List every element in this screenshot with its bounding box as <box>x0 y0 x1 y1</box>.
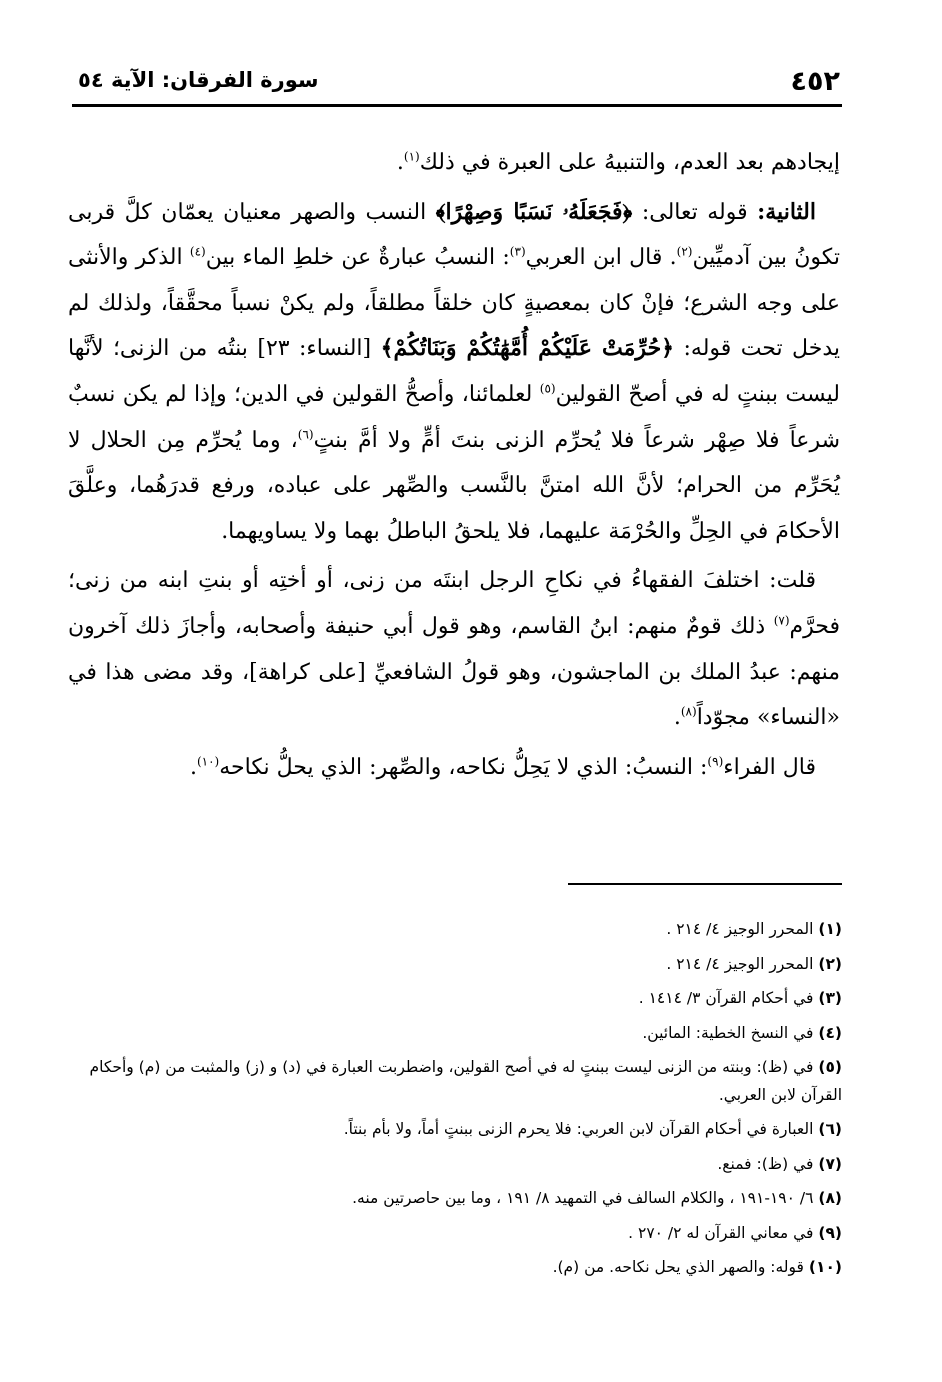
footnote-number: (٥) <box>818 1058 842 1076</box>
footnote-8 <box>68 1181 842 1216</box>
text: . <box>189 754 197 780</box>
footnote-ref-2[interactable]: (٢) <box>676 244 693 259</box>
footnote-ref-5[interactable]: (٥) <box>539 381 556 396</box>
text: . قال ابن العربي <box>525 245 677 271</box>
footnote-10 <box>68 1250 842 1285</box>
footnote-number: (١٠) <box>808 1258 842 1276</box>
text: : النسبُ: الذي لا يَحِلُّ نكاحه، والصِّهر: الذي يحلُّ نكاحه <box>219 754 708 780</box>
text: . <box>396 150 404 175</box>
footnote-ref-9[interactable]: (٩) <box>707 754 724 769</box>
text: قلت: اختلفَ الفقهاءُ في نكاحِ الرجل ابنتَه من زنى، أو أختِه أو بنتِ ابنه من زنى؛ فحرَّم <box>68 568 840 639</box>
footnote-5 <box>68 1050 842 1112</box>
footnote-text: ٦/ ١٩٠-١٩١ ، والكلام السالف في التمهيد ٨/ ١٩١ ، وما بين حاصرتين منه. <box>352 1189 814 1207</box>
main-text <box>68 140 840 790</box>
footnote-text: في (ظ): فمنع. <box>717 1154 814 1173</box>
paragraph-1 <box>68 140 840 186</box>
text: قال الفراء <box>723 754 816 780</box>
footnote-text: المحرر الوجيز ٤/ ٢١٤ . <box>666 954 814 973</box>
footnote-text: العبارة في أحكام القرآن لابن العربي: فلا يحرم الزنى ببنتٍ أماً، ولا بأم بنتاً. <box>343 1120 814 1138</box>
footnote-number: (١) <box>818 920 842 938</box>
page-number: ٤٥٢ <box>790 66 840 97</box>
quran-quote: ﴿حُرِّمَتْ عَلَيْكُمْ أُمَّهَٰتُكُمْ وَبَنَاتُكُمْ﴾ <box>380 335 675 362</box>
footnote-ref-7[interactable]: (٧) <box>773 613 790 628</box>
footnote-text: المحرر الوجيز ٤/ ٢١٤ . <box>666 920 814 938</box>
text: لعلمائنا، وأصحُّ القولين في الدين؛ وإذا لم يكن نسبٌ شرعاً فلا صِهْر شرعاً فلا يُحرِّم الزنى بنتَ أمٍّ ولا أمَّ بنتٍ <box>68 381 841 453</box>
footnote-separator <box>568 883 842 885</box>
text: ذلك قومٌ منهم: ابنُ القاسم، وهو قول أبي حنيفة وأصحابه، وأجازَ ذلك آخرون منهم: عبدُ الملك بن الماجشون، وهو قولُ الشافعيِّ [على كراهة]، وقد مضى هذا في «النساء» مجوّداً <box>68 613 840 731</box>
header-rule <box>72 104 842 107</box>
footnotes <box>68 912 842 1285</box>
footnote-text: في معاني القرآن له ٢/ ٢٧٠ . <box>628 1223 814 1242</box>
footnote-ref-6[interactable]: (٦) <box>297 427 314 442</box>
quran-quote: ﴿فَجَعَلَهُۥ نَسَبًا وَصِهْرًا﴾ <box>435 198 633 225</box>
text: الذكر والأنثى على وجه الشرع؛ فإنْ كان بمعصيةٍ كان خلقاً مطلقاً، ولم يكنْ نسباً محقَّقاً، ولذلك لم يدخل تحت قوله: <box>68 245 840 362</box>
footnote-7 <box>68 1147 842 1182</box>
footnote-ref-1[interactable]: (١) <box>403 149 420 164</box>
footnote-1 <box>68 912 842 947</box>
footnote-text: في النسخ الخطية: المائين. <box>642 1023 814 1042</box>
footnote-2 <box>68 947 842 982</box>
text: . <box>673 705 681 731</box>
text: النسب والصهر معنيان يعمّان كلَّ قربى تكونُ بين آدميِّين <box>68 199 841 271</box>
paragraph-3 <box>68 558 840 740</box>
footnote-number: (٨) <box>818 1189 842 1207</box>
footnote-number: (٣) <box>818 989 842 1007</box>
text: ، وما يُحرِّم مِن الحلال لا يُحَرِّم من الحرام؛ لأنَّ الله امتنَّ بالنَّسب والصِّهر على عباده، ورفع قدرَهُما، وعلَّقَ الأحكامَ في الحِلِّ والحُرْمَة عليهما، فلا يلحقُ الباطلُ بهما ولا يساويهما. <box>68 427 840 544</box>
footnote-number: (٤) <box>818 1023 842 1042</box>
footnote-number: (٦) <box>818 1120 842 1138</box>
footnote-6 <box>68 1112 842 1147</box>
footnote-text: في أحكام القرآن ٣/ ١٤١٤ . <box>638 989 814 1007</box>
footnote-ref-10[interactable]: (١٠) <box>196 754 220 769</box>
footnote-text: في (ظ): وبنته من الزنى ليست ببنتٍ له في أصح القولين، واضطربت العبارة في (د) و (ز) والمثبت من (م) وأحكام القرآن لابن العربي. <box>89 1058 842 1104</box>
footnote-text: قوله: والصهر الذي يحل نكاحه. من (م). <box>552 1258 804 1276</box>
footnote-ref-4[interactable]: (٤) <box>189 244 206 259</box>
running-title: سورة الفرقان: الآية ٥٤ <box>78 68 319 92</box>
text: : النسبُ عبارةٌ عن خلطِ الماء بين <box>205 245 510 271</box>
text: قوله تعالى: <box>632 199 758 225</box>
paragraph-2 <box>68 190 840 555</box>
text: [النساء: ٢٣] بنتُه من الزنى؛ لأنَّها ليست ببنتٍ له في أصحّ القولين <box>68 336 840 407</box>
paragraph-4 <box>68 745 840 791</box>
footnote-number: (٩) <box>818 1223 842 1242</box>
footnote-9 <box>68 1216 842 1251</box>
page-header <box>78 64 840 106</box>
footnote-ref-8[interactable]: (٨) <box>680 704 697 719</box>
footnote-3 <box>68 981 842 1016</box>
footnote-number: (٧) <box>818 1154 842 1173</box>
footnote-ref-3[interactable]: (٣) <box>509 244 526 259</box>
footnote-4 <box>68 1016 842 1051</box>
section-label: الثانية: <box>757 198 816 225</box>
footnote-number: (٢) <box>818 954 842 973</box>
text: إيجادهم بعد العدم، والتنبيهُ على العبرة في ذلك <box>419 150 840 175</box>
